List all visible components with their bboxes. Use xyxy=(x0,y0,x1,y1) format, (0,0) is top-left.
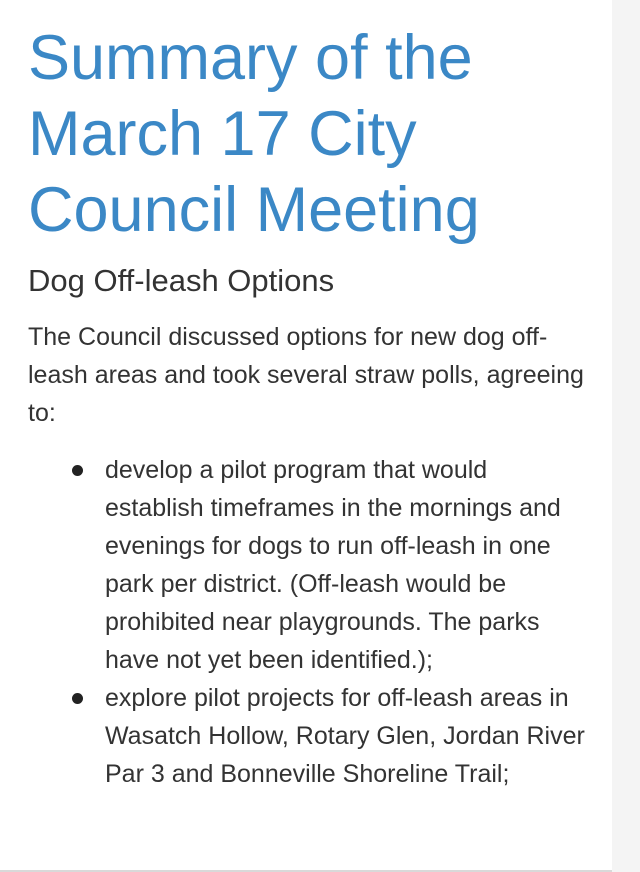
list-item-text: explore pilot projects for off-leash areas in Wasatch Hollow, Rotary Glen, Jordan River Par 3 and Bonneville Shoreline Trail; xyxy=(105,684,585,788)
section-heading: Dog Off-leash Options xyxy=(28,263,335,298)
agreement-list xyxy=(0,451,612,793)
list-item-text: develop a pilot program that would establish timeframes in the mornings and evenings for dogs to run off-leash in one park per district. (Off-leash would be prohibited near playgrounds. The parks have not yet been identified.); xyxy=(105,456,561,674)
list-item xyxy=(0,679,590,793)
page-title: Summary of the March 17 City Council Meeting xyxy=(28,23,480,245)
list-item xyxy=(0,451,590,679)
page-gutter xyxy=(612,0,640,872)
bullet-icon xyxy=(72,693,83,704)
bullet-icon xyxy=(72,465,83,476)
section-intro: The Council discussed options for new dog off-leash areas and took several straw polls, agreeing to: xyxy=(28,323,584,427)
